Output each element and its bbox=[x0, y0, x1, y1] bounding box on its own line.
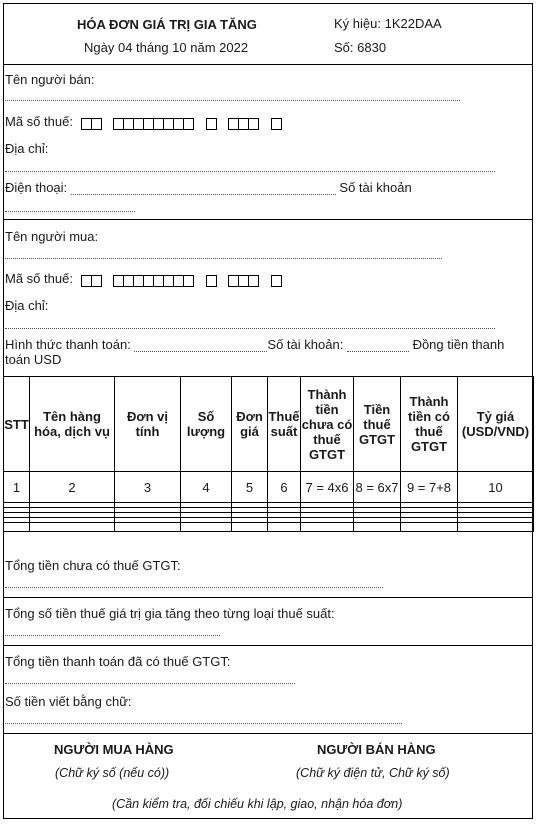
buyer-payment-row bbox=[5, 337, 504, 352]
total-tax-label: Tổng số tiền thuế giá trị gia tăng theo từng loại thuế suất: bbox=[5, 606, 335, 621]
col-number: 5 bbox=[232, 472, 268, 503]
seller-address-line bbox=[5, 157, 495, 172]
col-header: Tiền thuế GTGT bbox=[354, 377, 401, 472]
divider bbox=[4, 733, 532, 734]
buyer-tax-boxes bbox=[81, 272, 291, 287]
total-pre-tax-label: Tổng tiền chưa có thuế GTGT: bbox=[5, 558, 181, 573]
invoice-number: Số: 6830 bbox=[334, 40, 387, 55]
total-with-tax-line bbox=[5, 669, 295, 684]
col-header: Thành tiền có thuế GTGT bbox=[401, 377, 458, 472]
col-header: Số lượng bbox=[181, 377, 232, 472]
buyer-currency-label: Đồng tiền thanh bbox=[412, 337, 505, 352]
col-number: 2 bbox=[30, 472, 115, 503]
invoice-header bbox=[4, 4, 532, 65]
seller-account-line bbox=[5, 197, 135, 212]
col-header: STT bbox=[4, 377, 30, 472]
buyer-name-label: Tên người mua: bbox=[5, 229, 99, 244]
col-header: Thành tiền chưa có thuế GTGT bbox=[301, 377, 354, 472]
total-tax-line bbox=[5, 621, 220, 636]
buyer-signature-note: (Chữ ký số (nếu có)) bbox=[55, 766, 170, 780]
col-number: 7 = 4x6 bbox=[301, 472, 354, 503]
seller-phone-label: Điện thoại: bbox=[5, 180, 68, 195]
seller-name-line bbox=[5, 86, 460, 101]
seller-tax-row bbox=[5, 114, 290, 130]
amount-in-words-label: Số tiền viết bằng chữ: bbox=[5, 694, 132, 709]
col-header: Thuế suất bbox=[268, 377, 301, 472]
total-with-tax-label: Tổng tiền thanh toán đã có thuế GTGT: bbox=[5, 654, 231, 669]
verification-note: (Cần kiểm tra, đối chiếu khi lập, giao, nhận hóa đơn) bbox=[112, 797, 403, 811]
col-number: 8 = 6x7 bbox=[354, 472, 401, 503]
invoice-symbol: Ký hiệu: 1K22DAA bbox=[334, 16, 442, 31]
col-number: 4 bbox=[181, 472, 232, 503]
divider bbox=[4, 219, 532, 220]
table-header-row bbox=[4, 377, 534, 472]
buyer-address-label: Địa chỉ: bbox=[5, 298, 49, 313]
col-header: Tỷ giá (USD/VND) bbox=[458, 377, 534, 472]
divider bbox=[4, 645, 532, 646]
col-number: 3 bbox=[115, 472, 181, 503]
invoice-page bbox=[3, 3, 533, 819]
invoice-date: Ngày 04 tháng 10 năm 2022 bbox=[84, 40, 249, 55]
table-number-row bbox=[4, 472, 534, 503]
col-number: 6 bbox=[268, 472, 301, 503]
buyer-currency-value: toán USD bbox=[5, 352, 62, 367]
buyer-name-line bbox=[5, 244, 442, 259]
seller-account-label: Số tài khoản bbox=[339, 180, 412, 195]
buyer-tax-label: Mã số thuế: bbox=[5, 271, 73, 286]
buyer-tax-row bbox=[5, 271, 290, 287]
col-header: Đơn giá bbox=[232, 377, 268, 472]
invoice-title: HÓA ĐƠN GIÁ TRỊ GIA TĂNG bbox=[77, 17, 257, 32]
divider bbox=[4, 597, 532, 598]
seller-name-label: Tên người bán: bbox=[5, 72, 95, 87]
table-row bbox=[4, 523, 534, 532]
total-pre-tax-line bbox=[5, 573, 383, 588]
buyer-payment-label: Hình thức thanh toán: bbox=[5, 337, 131, 352]
col-header: Tên hàng hóa, dịch vụ bbox=[30, 377, 115, 472]
col-number: 1 bbox=[4, 472, 30, 503]
seller-signature-note: (Chữ ký điện tử, Chữ ký số) bbox=[296, 766, 450, 780]
seller-tax-boxes bbox=[81, 115, 291, 130]
amount-in-words-line bbox=[5, 709, 402, 724]
buyer-address-line bbox=[5, 314, 495, 329]
col-number: 10 bbox=[458, 472, 534, 503]
items-table bbox=[3, 376, 534, 532]
col-header: Đơn vị tính bbox=[115, 377, 181, 472]
seller-address-label: Địa chỉ: bbox=[5, 141, 49, 156]
seller-signature-title: NGƯỜI BÁN HÀNG bbox=[317, 742, 436, 757]
seller-tax-label: Mã số thuế: bbox=[5, 114, 73, 129]
col-number: 9 = 7+8 bbox=[401, 472, 458, 503]
seller-phone-row bbox=[5, 180, 412, 195]
buyer-account-label: Số tài khoản: bbox=[267, 337, 344, 352]
buyer-signature-title: NGƯỜI MUA HÀNG bbox=[54, 742, 174, 757]
